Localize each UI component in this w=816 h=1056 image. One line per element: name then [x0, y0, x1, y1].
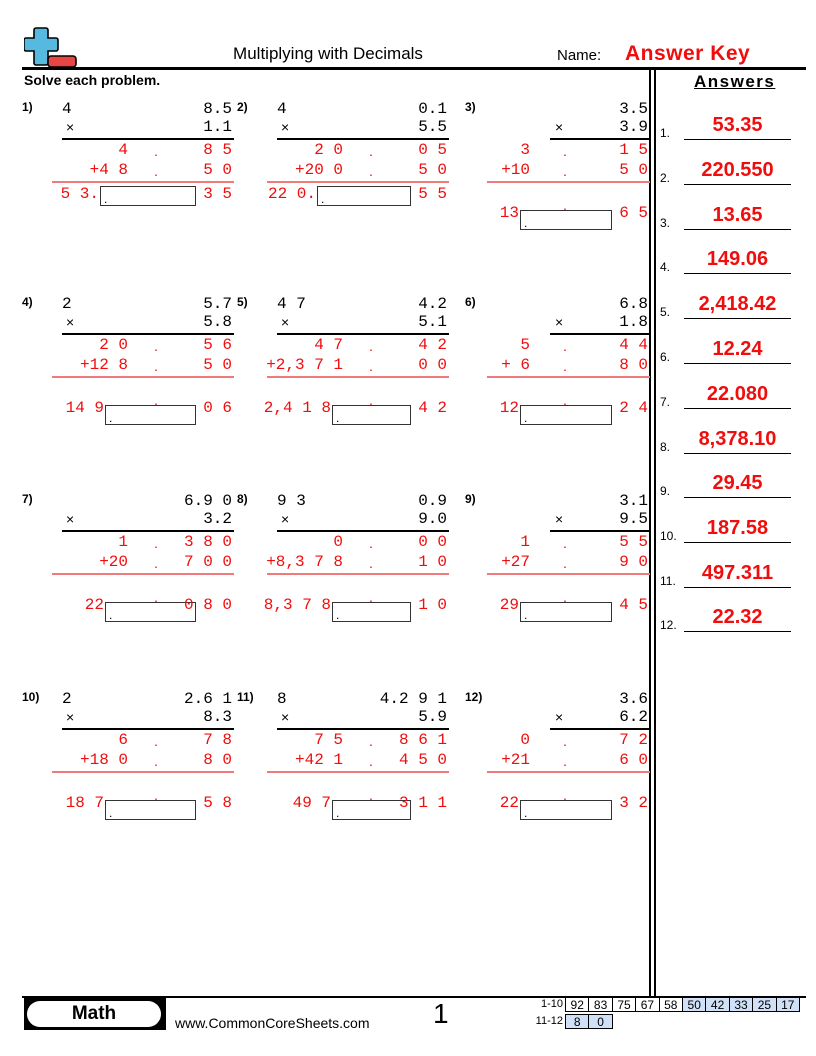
subject-badge [24, 998, 166, 1030]
sum-whole: 18 7 [65, 794, 104, 812]
times-sign: × [281, 314, 290, 330]
partial-2-decimal: 6 0 [619, 751, 648, 769]
sum-whole: 14 9 [65, 399, 104, 417]
times-sign: × [66, 511, 75, 527]
factor-a-whole: 2 [62, 295, 72, 313]
answer-row [660, 548, 800, 588]
partial-2-point: . [369, 555, 373, 571]
sum-rule [487, 181, 650, 183]
factor-a-decimal: 3.1 [619, 492, 648, 510]
partial-2-point: . [563, 555, 567, 571]
partial-1-whole: 4 [118, 141, 128, 159]
factor-b-decimal: 8.3 [203, 708, 232, 726]
sum-decimal: 2 4 [619, 399, 648, 417]
answer-row [660, 324, 800, 364]
problem-label: 12) [465, 690, 483, 704]
answer-number: 4. [660, 260, 671, 274]
answer-row [660, 100, 800, 140]
answer-number: 3. [660, 216, 671, 230]
factor-a-decimal: 6.9 0 [183, 492, 232, 510]
answer-line [684, 363, 791, 365]
factor-a-decimal: 3.6 [619, 690, 648, 708]
partial-1-decimal: 7 8 [203, 731, 232, 749]
answer-line [684, 273, 791, 275]
partial-2-whole: +4 8 [89, 161, 128, 179]
answer-row [660, 592, 800, 632]
partial-1-whole: 2 0 [99, 336, 128, 354]
score-cell: 33 [729, 997, 753, 1012]
score-cell: 58 [659, 997, 683, 1012]
partial-1-point: . [563, 143, 567, 159]
score-row-label: 1-10 [540, 998, 563, 1010]
factor-b-decimal: 5.1 [418, 313, 447, 331]
partial-2-decimal: 4 5 0 [398, 751, 447, 769]
partial-1-whole: 1 [520, 533, 530, 551]
sum-rule [52, 376, 234, 378]
score-row-label: 11-12 [535, 1015, 563, 1027]
answer-input-box[interactable] [332, 405, 411, 425]
problem-8 [237, 492, 451, 632]
partial-2-whole: +20 [99, 553, 128, 571]
sum-rule [267, 771, 449, 773]
answer-line [684, 139, 791, 141]
times-sign: × [555, 119, 564, 135]
partial-1-decimal: 8 5 [203, 141, 232, 159]
partial-1-decimal: 7 2 [619, 731, 648, 749]
partial-2-point: . [154, 753, 158, 769]
answer-input-box[interactable] [105, 602, 196, 622]
answer-input-box[interactable] [105, 800, 196, 820]
sum-whole: 2,4 1 8 [263, 399, 331, 417]
sum-point: . [369, 589, 373, 605]
decimal-point: . [524, 411, 528, 425]
problem-label: 4) [22, 295, 33, 309]
factor-a-whole: 4 7 [277, 295, 306, 313]
answer-number: 2. [660, 171, 671, 185]
answer-number: 10. [660, 529, 677, 543]
answer-input-box[interactable] [520, 602, 612, 622]
factor-a-decimal: 4.2 [418, 295, 447, 313]
sum-point: . [563, 589, 567, 605]
answer-value: 12.24 [712, 338, 763, 360]
times-sign: × [555, 511, 564, 527]
answer-input-box[interactable] [100, 186, 196, 206]
partial-1-point: . [154, 733, 158, 749]
partial-2-whole: +21 [501, 751, 530, 769]
sum-whole: 13 [499, 204, 519, 222]
answer-number: 8. [660, 440, 671, 454]
partial-2-whole: +12 8 [79, 356, 128, 374]
multiply-rule [550, 728, 650, 730]
factor-a-decimal: 6.8 [619, 295, 648, 313]
sum-decimal: 3 1 1 [398, 794, 447, 812]
times-sign: × [281, 119, 290, 135]
answer-row [660, 503, 800, 543]
sum-decimal: 4 2 [418, 399, 447, 417]
decimal-point: . [109, 411, 113, 425]
problem-9 [465, 492, 679, 632]
score-cell: 25 [752, 997, 776, 1012]
factor-a-decimal: 0.9 [418, 492, 447, 510]
factor-a-decimal: 0.1 [418, 100, 447, 118]
partial-2-whole: +8,3 7 8 [266, 553, 343, 571]
answer-input-box[interactable] [105, 405, 196, 425]
answer-line [684, 184, 791, 186]
sum-point: . [154, 787, 158, 803]
sum-rule [267, 181, 449, 183]
partial-1-whole: 2 0 [314, 141, 343, 159]
partial-2-whole: +20 0 [294, 161, 343, 179]
partial-1-decimal: 0 0 [418, 533, 447, 551]
factor-a-decimal: 4.2 9 1 [379, 690, 447, 708]
partial-1-whole: 4 7 [314, 336, 343, 354]
sum-rule [52, 181, 234, 183]
partial-2-point: . [154, 358, 158, 374]
score-cell: 50 [682, 997, 706, 1012]
instructions: Solve each problem. [24, 72, 161, 88]
times-sign: × [66, 314, 75, 330]
score-cell: 0 [588, 1014, 612, 1029]
partial-2-point: . [154, 163, 158, 179]
answer-value: 22.32 [712, 606, 763, 628]
partial-1-decimal: 8 6 1 [398, 731, 447, 749]
sum-rule [487, 771, 650, 773]
answer-line [684, 587, 791, 589]
answer-input-box[interactable] [520, 405, 612, 425]
decimal-point: . [321, 192, 325, 206]
decimal-point: . [336, 411, 340, 425]
partial-1-decimal: 0 5 [418, 141, 447, 159]
answer-row [660, 369, 800, 409]
decimal-point: . [109, 608, 113, 622]
partial-2-decimal: 8 0 [619, 356, 648, 374]
sum-decimal: 0 8 0 [183, 596, 232, 614]
sum-point: . [563, 392, 567, 408]
times-sign: × [555, 314, 564, 330]
times-sign: × [281, 709, 290, 725]
partial-2-point: . [369, 163, 373, 179]
answer-number: 7. [660, 395, 671, 409]
problem-1 [22, 100, 236, 240]
partial-1-decimal: 5 6 [203, 336, 232, 354]
partial-1-point: . [369, 143, 373, 159]
sum-decimal: 4 5 [619, 596, 648, 614]
factor-b-decimal: 1.1 [203, 118, 232, 136]
answer-row [660, 190, 800, 230]
answer-line [684, 408, 791, 410]
factor-a-whole: 4 [277, 100, 287, 118]
partial-1-decimal: 4 4 [619, 336, 648, 354]
problem-label: 11) [237, 690, 254, 704]
partial-2-decimal: 9 0 [619, 553, 648, 571]
factor-b-decimal: 9.5 [619, 510, 648, 528]
answer-input-box[interactable] [317, 186, 411, 206]
multiply-rule [62, 138, 234, 140]
times-sign: × [281, 511, 290, 527]
factor-a-whole: 4 [62, 100, 72, 118]
partial-1-whole: 0 [520, 731, 530, 749]
partial-1-point: . [563, 535, 567, 551]
times-sign: × [66, 119, 75, 135]
sum-whole: 5 3. [60, 185, 99, 203]
problem-label: 1) [22, 100, 33, 114]
decimal-point: . [336, 806, 340, 820]
answers-title: Answers [694, 72, 776, 91]
answer-value: 13.65 [712, 204, 763, 226]
worksheet-title: Multiplying with Decimals [233, 44, 423, 63]
partial-1-whole: 1 [118, 533, 128, 551]
partial-2-decimal: 1 0 [418, 553, 447, 571]
sum-whole: 12 [499, 399, 519, 417]
partial-2-whole: +42 1 [294, 751, 343, 769]
partial-2-decimal: 5 0 [418, 161, 447, 179]
factor-b-decimal: 5.5 [418, 118, 447, 136]
problem-label: 7) [22, 492, 33, 506]
score-cell: 8 [565, 1014, 589, 1029]
answer-row [660, 458, 800, 498]
score-cell: 92 [565, 997, 589, 1012]
problem-5 [237, 295, 451, 435]
partial-1-point: . [154, 338, 158, 354]
sum-rule [267, 376, 449, 378]
answer-number: 12. [660, 618, 677, 632]
sum-whole: 22 0. [267, 185, 316, 203]
partial-2-decimal: 5 0 [619, 161, 648, 179]
answer-number: 9. [660, 484, 671, 498]
partial-2-point: . [563, 163, 567, 179]
score-cell: 42 [705, 997, 729, 1012]
partial-1-point: . [369, 535, 373, 551]
sum-rule [52, 771, 234, 773]
partial-1-whole: 0 [333, 533, 343, 551]
problem-label: 5) [237, 295, 248, 309]
problem-12 [465, 690, 679, 830]
header-rule [22, 67, 806, 70]
score-cell: 17 [776, 997, 800, 1012]
partial-1-whole: 5 [520, 336, 530, 354]
problem-2 [237, 100, 451, 240]
answer-value: 8,378.10 [698, 428, 777, 450]
answer-row [660, 145, 800, 185]
times-sign: × [555, 709, 564, 725]
sum-decimal: 0 6 [203, 399, 232, 417]
multiply-rule [62, 728, 234, 730]
answer-line [684, 497, 791, 499]
problem-label: 6) [465, 295, 476, 309]
partial-2-whole: +2,3 7 1 [266, 356, 343, 374]
partial-2-point: . [563, 753, 567, 769]
decimal-point: . [109, 806, 113, 820]
partial-1-point: . [563, 733, 567, 749]
answer-value: 220.550 [701, 159, 774, 181]
problem-6 [465, 295, 679, 435]
answer-input-box[interactable] [520, 800, 612, 820]
sum-point: . [154, 589, 158, 605]
sum-decimal: 1 0 [418, 596, 447, 614]
answer-number: 11. [660, 574, 676, 588]
name-label: Name: [557, 47, 602, 64]
factor-a-decimal: 8.5 [203, 100, 232, 118]
answer-value: 187.58 [706, 517, 769, 539]
score-cell: 83 [588, 997, 612, 1012]
answer-input-box[interactable] [332, 602, 411, 622]
factor-a-decimal: 3.5 [619, 100, 648, 118]
answer-value: 53.35 [712, 114, 763, 136]
name-value: Answer Key [625, 42, 751, 65]
sum-decimal: 6 5 [619, 204, 648, 222]
decimal-point: . [524, 608, 528, 622]
multiply-rule [62, 530, 234, 532]
answer-row [660, 279, 800, 319]
factor-a-decimal: 2.6 1 [183, 690, 232, 708]
sum-point: . [369, 787, 373, 803]
sum-decimal: 3 2 [619, 794, 648, 812]
sum-whole: 8,3 7 8 [263, 596, 331, 614]
problem-7 [22, 492, 236, 632]
factor-a-whole: 9 3 [277, 492, 306, 510]
answer-line [684, 453, 791, 455]
partial-1-point: . [154, 143, 158, 159]
answer-number: 5. [660, 305, 671, 319]
partial-1-decimal: 4 2 [418, 336, 447, 354]
partial-2-whole: +10 [501, 161, 530, 179]
partial-2-whole: +18 0 [79, 751, 128, 769]
sum-point: . [154, 392, 158, 408]
multiply-rule [277, 333, 449, 335]
partial-1-whole: 6 [118, 731, 128, 749]
sum-whole: 49 7 [292, 794, 331, 812]
answer-value: 2,418.42 [698, 293, 777, 315]
sum-whole: 22 [84, 596, 104, 614]
sum-point: . [563, 787, 567, 803]
factor-b-decimal: 6.2 [619, 708, 648, 726]
partial-1-decimal: 5 5 [619, 533, 648, 551]
sum-point: . [369, 392, 373, 408]
decimal-point: . [104, 192, 108, 206]
factor-a-whole: 8 [277, 690, 287, 708]
partial-2-whole: + 6 [501, 356, 530, 374]
problem-label: 9) [465, 492, 476, 506]
problem-11 [237, 690, 451, 830]
decimal-point: . [524, 216, 528, 230]
partial-2-decimal: 7 0 0 [183, 553, 232, 571]
factor-b-decimal: 1.8 [619, 313, 648, 331]
partial-2-decimal: 0 0 [418, 356, 447, 374]
multiply-rule [550, 333, 650, 335]
answer-input-box[interactable] [520, 210, 612, 230]
partial-2-decimal: 5 0 [203, 356, 232, 374]
times-sign: × [66, 709, 75, 725]
sum-rule [267, 573, 449, 575]
partial-2-decimal: 5 0 [203, 161, 232, 179]
partial-2-whole: +27 [501, 553, 530, 571]
page-number: 1 [433, 998, 449, 1029]
partial-2-point: . [154, 555, 158, 571]
sum-decimal: 5 8 [203, 794, 232, 812]
partial-2-decimal: 8 0 [203, 751, 232, 769]
partial-1-point: . [154, 535, 158, 551]
site-url: www.CommonCoreSheets.com [175, 1015, 370, 1031]
answer-value: 29.45 [712, 472, 763, 494]
partial-1-decimal: 3 8 0 [183, 533, 232, 551]
answer-line [684, 229, 791, 231]
decimal-point: . [336, 608, 340, 622]
problem-label: 10) [22, 690, 40, 704]
partial-1-whole: 7 5 [314, 731, 343, 749]
factor-b-decimal: 5.8 [203, 313, 232, 331]
sum-point: . [563, 197, 567, 213]
problem-10 [22, 690, 236, 830]
score-cell: 67 [635, 997, 659, 1012]
multiply-rule [277, 728, 449, 730]
partial-1-decimal: 1 5 [619, 141, 648, 159]
factor-b-decimal: 3.9 [619, 118, 648, 136]
answer-line [684, 318, 791, 320]
answer-value: 497.311 [701, 562, 774, 584]
answer-row [660, 414, 800, 454]
answer-value: 149.06 [706, 248, 769, 270]
factor-a-whole: 2 [62, 690, 72, 708]
sum-rule [487, 376, 650, 378]
multiply-rule [277, 530, 449, 532]
problem-label: 3) [465, 100, 476, 114]
factor-b-decimal: 5.9 [418, 708, 447, 726]
problem-label: 8) [237, 492, 248, 506]
subject-label: Math [27, 1001, 161, 1027]
sum-decimal: 5 5 [418, 185, 447, 203]
partial-2-point: . [369, 358, 373, 374]
answer-value: 22.080 [706, 383, 769, 405]
answer-line [684, 631, 791, 633]
problem-label: 2) [237, 100, 248, 114]
sum-decimal: 3 5 [203, 185, 232, 203]
multiply-rule [277, 138, 449, 140]
partial-2-point: . [563, 358, 567, 374]
multiply-rule [550, 530, 650, 532]
answer-number: 1. [660, 126, 671, 140]
answer-number: 6. [660, 350, 671, 364]
factor-a-decimal: 5.7 [203, 295, 232, 313]
partial-1-point: . [369, 338, 373, 354]
decimal-point: . [524, 806, 528, 820]
factor-b-decimal: 9.0 [418, 510, 447, 528]
partial-2-point: . [369, 753, 373, 769]
multiply-rule [62, 333, 234, 335]
problem-4 [22, 295, 236, 435]
partial-1-point: . [369, 733, 373, 749]
sum-whole: 29 [499, 596, 519, 614]
factor-b-decimal: 3.2 [203, 510, 232, 528]
sum-whole: 22 [499, 794, 519, 812]
partial-1-whole: 3 [520, 141, 530, 159]
score-cell: 75 [612, 997, 636, 1012]
problem-3 [465, 100, 679, 240]
multiply-rule [550, 138, 650, 140]
sum-rule [52, 573, 234, 575]
sum-rule [487, 573, 650, 575]
answer-row [660, 234, 800, 274]
partial-1-point: . [563, 338, 567, 354]
answer-line [684, 542, 791, 544]
